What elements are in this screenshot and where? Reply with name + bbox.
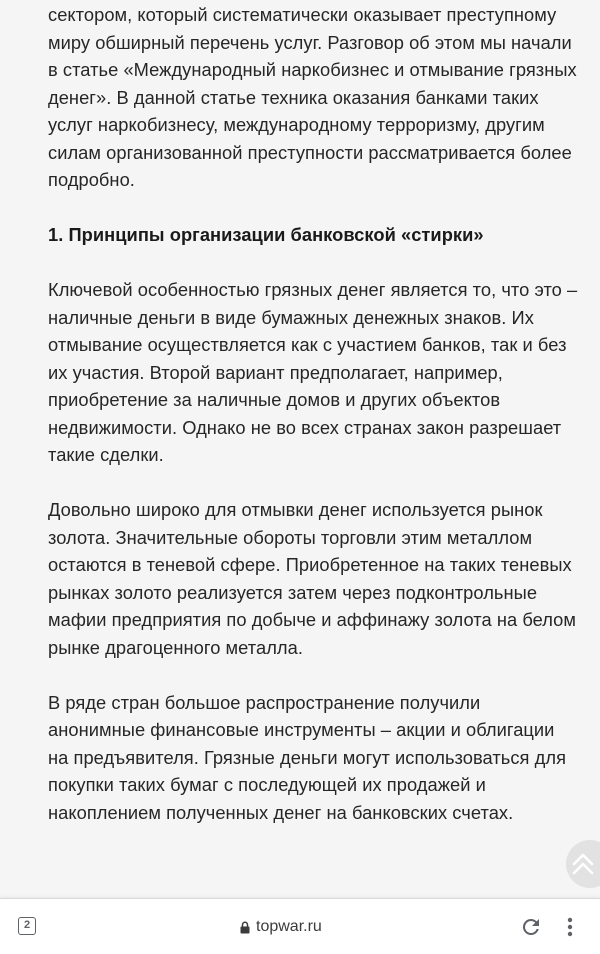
article-paragraph-3: В ряде стран большое распространение получили анонимные финансовые инструменты – акции и облигации на предъявителя. Грязные деньги могут использоваться для покупки таких бумаг с последующей их продажей и накоплением полученных денег на банковских счетах. [48, 691, 567, 823]
browser-bottom-toolbar [0, 898, 600, 954]
url-text: topwar.ru [256, 918, 322, 935]
lock-icon [240, 921, 250, 934]
double-chevron-up-icon [572, 851, 594, 877]
article-body [48, 1, 578, 854]
reload-icon [519, 915, 543, 939]
scroll-to-top-button[interactable] [566, 840, 600, 888]
tab-switcher-button[interactable]: 2 [18, 917, 36, 935]
article-paragraph-intro: сектором, который систематически оказывает преступному миру обширный перечень услуг. Разговор об этом мы начали в статье «Международный наркобизнес и отмывание грязных денег». В данной статье техника оказания банками таких услуг наркобизнесу, международному терроризму, другим силам организованной преступности рассматривается более подробно. [48, 4, 577, 190]
address-bar[interactable] [240, 916, 322, 938]
section-heading: 1. Принципы организации банковской «стирки» [48, 224, 484, 245]
article-paragraph-2: Довольно широко для отмывки денег используется рынок золота. Значительные обороты торговли этим металлом остаются в теневой сфере. Приобретенное на таких теневых рынках золото реализуется затем через подконтрольные мафии предприятия по добыче и аффинажу золота на белом рынке драгоценного металла. [48, 499, 577, 658]
more-vert-icon [560, 915, 580, 939]
reload-button[interactable] [519, 915, 543, 939]
article-paragraph-1: Ключевой особенностью грязных денег является то, что это – наличные деньги в виде бумажных денежных знаков. Их отмывание осуществляется как с участием банков, так и без их участия. Второй вариант предполагает, например, приобретение за наличные домов и других объектов недвижимости. Однако не во всех странах закон разрешает такие сделки. [48, 279, 578, 465]
browser-menu-button[interactable] [560, 915, 580, 939]
